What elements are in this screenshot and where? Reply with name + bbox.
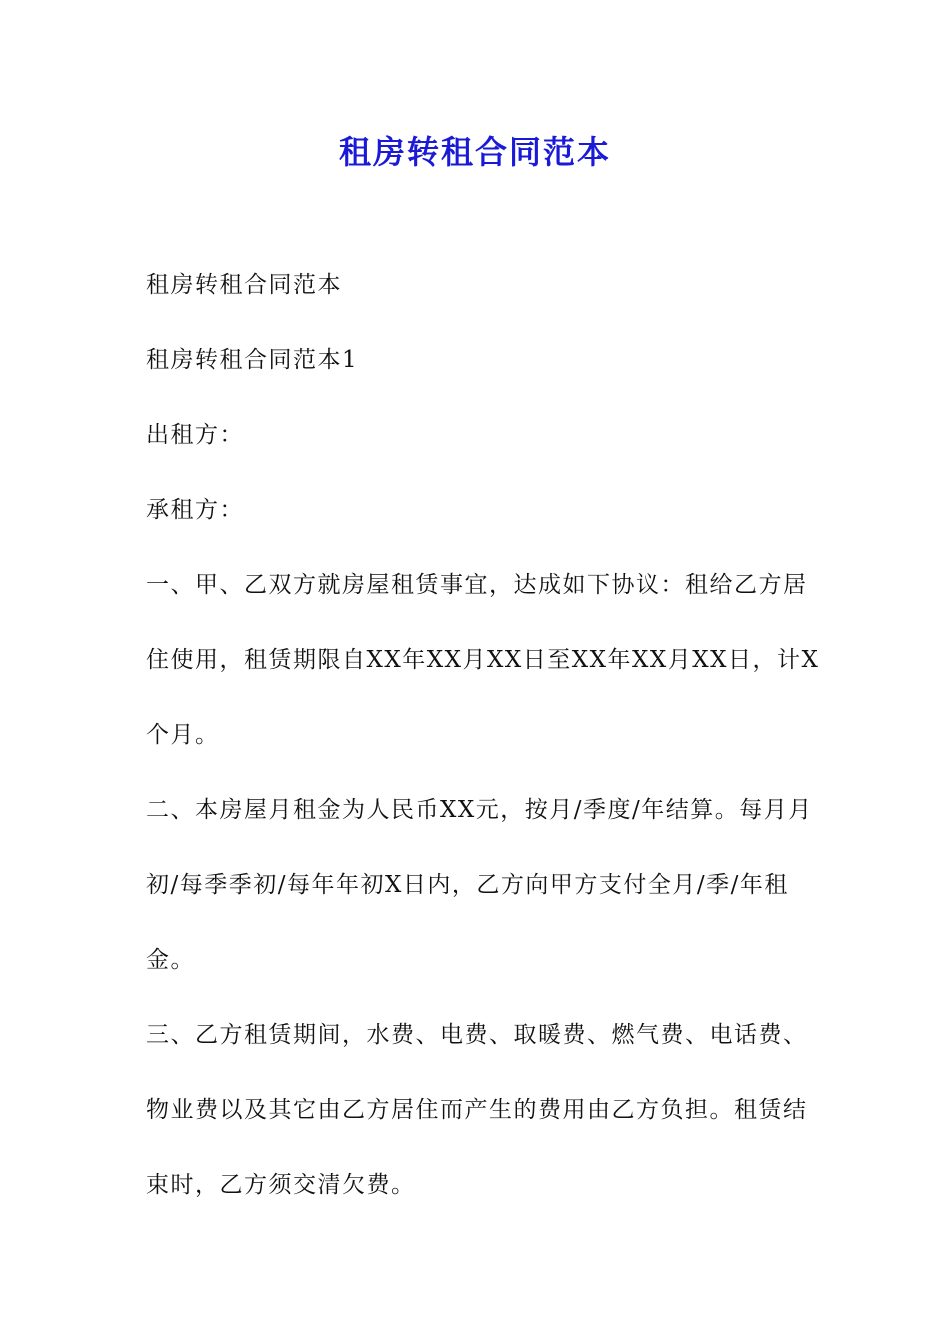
- paragraph-line: 租房转租合同范本: [146, 272, 342, 298]
- paragraph-clause-1: [146, 548, 820, 773]
- paragraph-subtitle: [146, 248, 812, 323]
- paragraph-line: 物业费以及其它由乙方居住而产生的费用由乙方负担。租赁结: [146, 1097, 808, 1123]
- paragraph-line: 承租方：: [146, 497, 244, 523]
- paragraph-line: 个月。: [146, 722, 220, 748]
- paragraph-line: 金。: [146, 947, 195, 973]
- paragraph-clause-2: [146, 773, 812, 998]
- paragraph-line: 出租方：: [146, 422, 244, 448]
- paragraph-line: 初/每季季初/每年年初X日内，乙方向甲方支付全月/季/年租: [146, 872, 789, 898]
- paragraph-line: 束时，乙方须交清欠费。: [146, 1172, 416, 1198]
- paragraph-line: 住使用，租赁期限自XX年XX月XX日至XX年XX月XX日，计X: [146, 647, 820, 673]
- paragraph-line: 一、甲、乙双方就房屋租赁事宜，达成如下协议：租给乙方居: [146, 572, 808, 598]
- paragraph-line: 二、本房屋月租金为人民币XX元，按月/季度/年结算。每月月: [146, 797, 813, 823]
- paragraph-line: 三、乙方租赁期间，水费、电费、取暖费、燃气费、电话费、: [146, 1022, 808, 1048]
- paragraph-lessor: [146, 398, 812, 473]
- paragraph-section-heading: [146, 323, 812, 398]
- paragraph-lessee: [146, 473, 812, 548]
- paragraph-line: 租房转租合同范本1: [146, 347, 359, 373]
- document-title: 租房转租合同范本: [338, 133, 611, 171]
- paragraph-clause-3: [146, 998, 812, 1223]
